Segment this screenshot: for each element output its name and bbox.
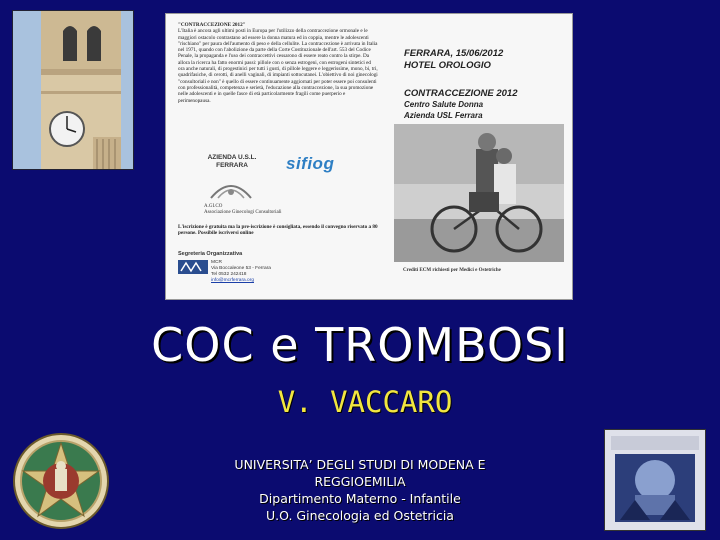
affiliation bbox=[160, 456, 560, 524]
agico-label bbox=[204, 204, 284, 216]
flyer-event-info bbox=[404, 48, 503, 72]
secretary-email-link[interactable]: info@mcrferrara.org bbox=[211, 278, 254, 283]
asl-label bbox=[202, 154, 262, 170]
flyer-event-org-1: Centro Salute Donna bbox=[404, 100, 484, 109]
flyer-event-city-date: FERRARA, 15/06/2012 bbox=[404, 48, 504, 59]
slide-title: COC e TROMBOSI bbox=[151, 318, 569, 372]
affiliation-line-2: REGGIOEMILIA bbox=[314, 474, 406, 489]
flyer-secretary-contact bbox=[211, 260, 271, 284]
agico-full: Associazione Ginecologi Consultoriali bbox=[204, 210, 282, 215]
flyer-ecm-note: Crediti ECM richiesti per Medici e Ostetriche bbox=[403, 268, 501, 273]
slide-author: V. VACCARO bbox=[277, 385, 453, 419]
flyer-intro-heading: "CONTRACCEZIONE 2012" bbox=[178, 22, 246, 28]
affiliation-line-3: Dipartimento Materno - Infantile bbox=[259, 491, 461, 506]
affiliation-line-1: UNIVERSITA’ DEGLI STUDI DI MODENA E bbox=[234, 457, 486, 472]
conference-flyer bbox=[165, 13, 573, 300]
mcr-logo-icon bbox=[178, 260, 208, 274]
agico-short: A.GI.CO bbox=[204, 204, 223, 209]
secretary-address: Via Boccaleone 53 - Ferrara bbox=[211, 266, 271, 271]
clock-tower-photo bbox=[12, 10, 134, 170]
flyer-secretary-label: Segreteria Organizzativa bbox=[178, 251, 243, 257]
emblem-icon bbox=[605, 430, 705, 530]
agico-logo-icon bbox=[206, 176, 256, 202]
asl-city: FERRARA bbox=[216, 162, 248, 169]
flyer-event-name-block bbox=[404, 88, 518, 121]
flyer-event-name: CONTRACCEZIONE 2012 bbox=[404, 88, 518, 99]
flyer-intro bbox=[178, 22, 378, 104]
flyer-intro-text: L'Italia è ancora agli ultimi posti in Europa per l'utilizzo della contraccezione ormonale e le maggiori ostacolo contrastano ad essere la donna matura ed in coppia, mentre le adolescenti "rischiano" per paura dell'aumento di peso e della cellulite. La contraccezione è arrivata in Italia nel 1971, quando con l'abolizione da parte della Corte Costituzionale dell'art. 553 del Codice Penale, la propaganda e l'uso dei contraccettivi cessarono di essere reato contro la stirpe. Da allora la ricerca ha fatto enormi passi: pillole con o senza estrogeni, con estrogeni sintetici ed ora anche naturali, di progestinici per tutti i gusti, di pillole leggere e leggerissime, mono, bi, tri, quadrifasiche, di cerotti, di anelli vaginali, di impianti sottocutanei. L'obiettivo di noi ginecologi "consultoriali e non" è quello di essere continuamente aggiornati per poter essere poi consulenti con professionalità, competenza e serietà, l'educazione alla contraccezione, la sua promozione nelle adolescenti e in quelle fasce di età particolarmente fragili come puerperio e perimenopausa. bbox=[178, 28, 378, 104]
affiliation-line-4: U.O. Ginecologia ed Ostetricia bbox=[266, 508, 454, 523]
bicycle-couple-photo bbox=[394, 124, 564, 262]
asl-name: AZIENDA U.S.L. bbox=[207, 154, 257, 161]
university-seal-icon bbox=[12, 431, 110, 531]
flyer-event-hotel: HOTEL OROLOGIO bbox=[404, 60, 491, 71]
institution-emblem bbox=[604, 429, 706, 531]
secretary-phone: Tel 0532 242418 bbox=[211, 272, 247, 277]
secretary-name: MCR bbox=[211, 260, 222, 265]
sifiog-logo: sifiog bbox=[286, 154, 335, 173]
flyer-event-org-2: Azienda USL Ferrara bbox=[404, 111, 483, 120]
flyer-registration-note: L'iscrizione è gratuita ma la pre-iscrizione è consigliata, essendo il convegno riservato a 80 persone. Possibile iscriversi online bbox=[178, 224, 378, 237]
